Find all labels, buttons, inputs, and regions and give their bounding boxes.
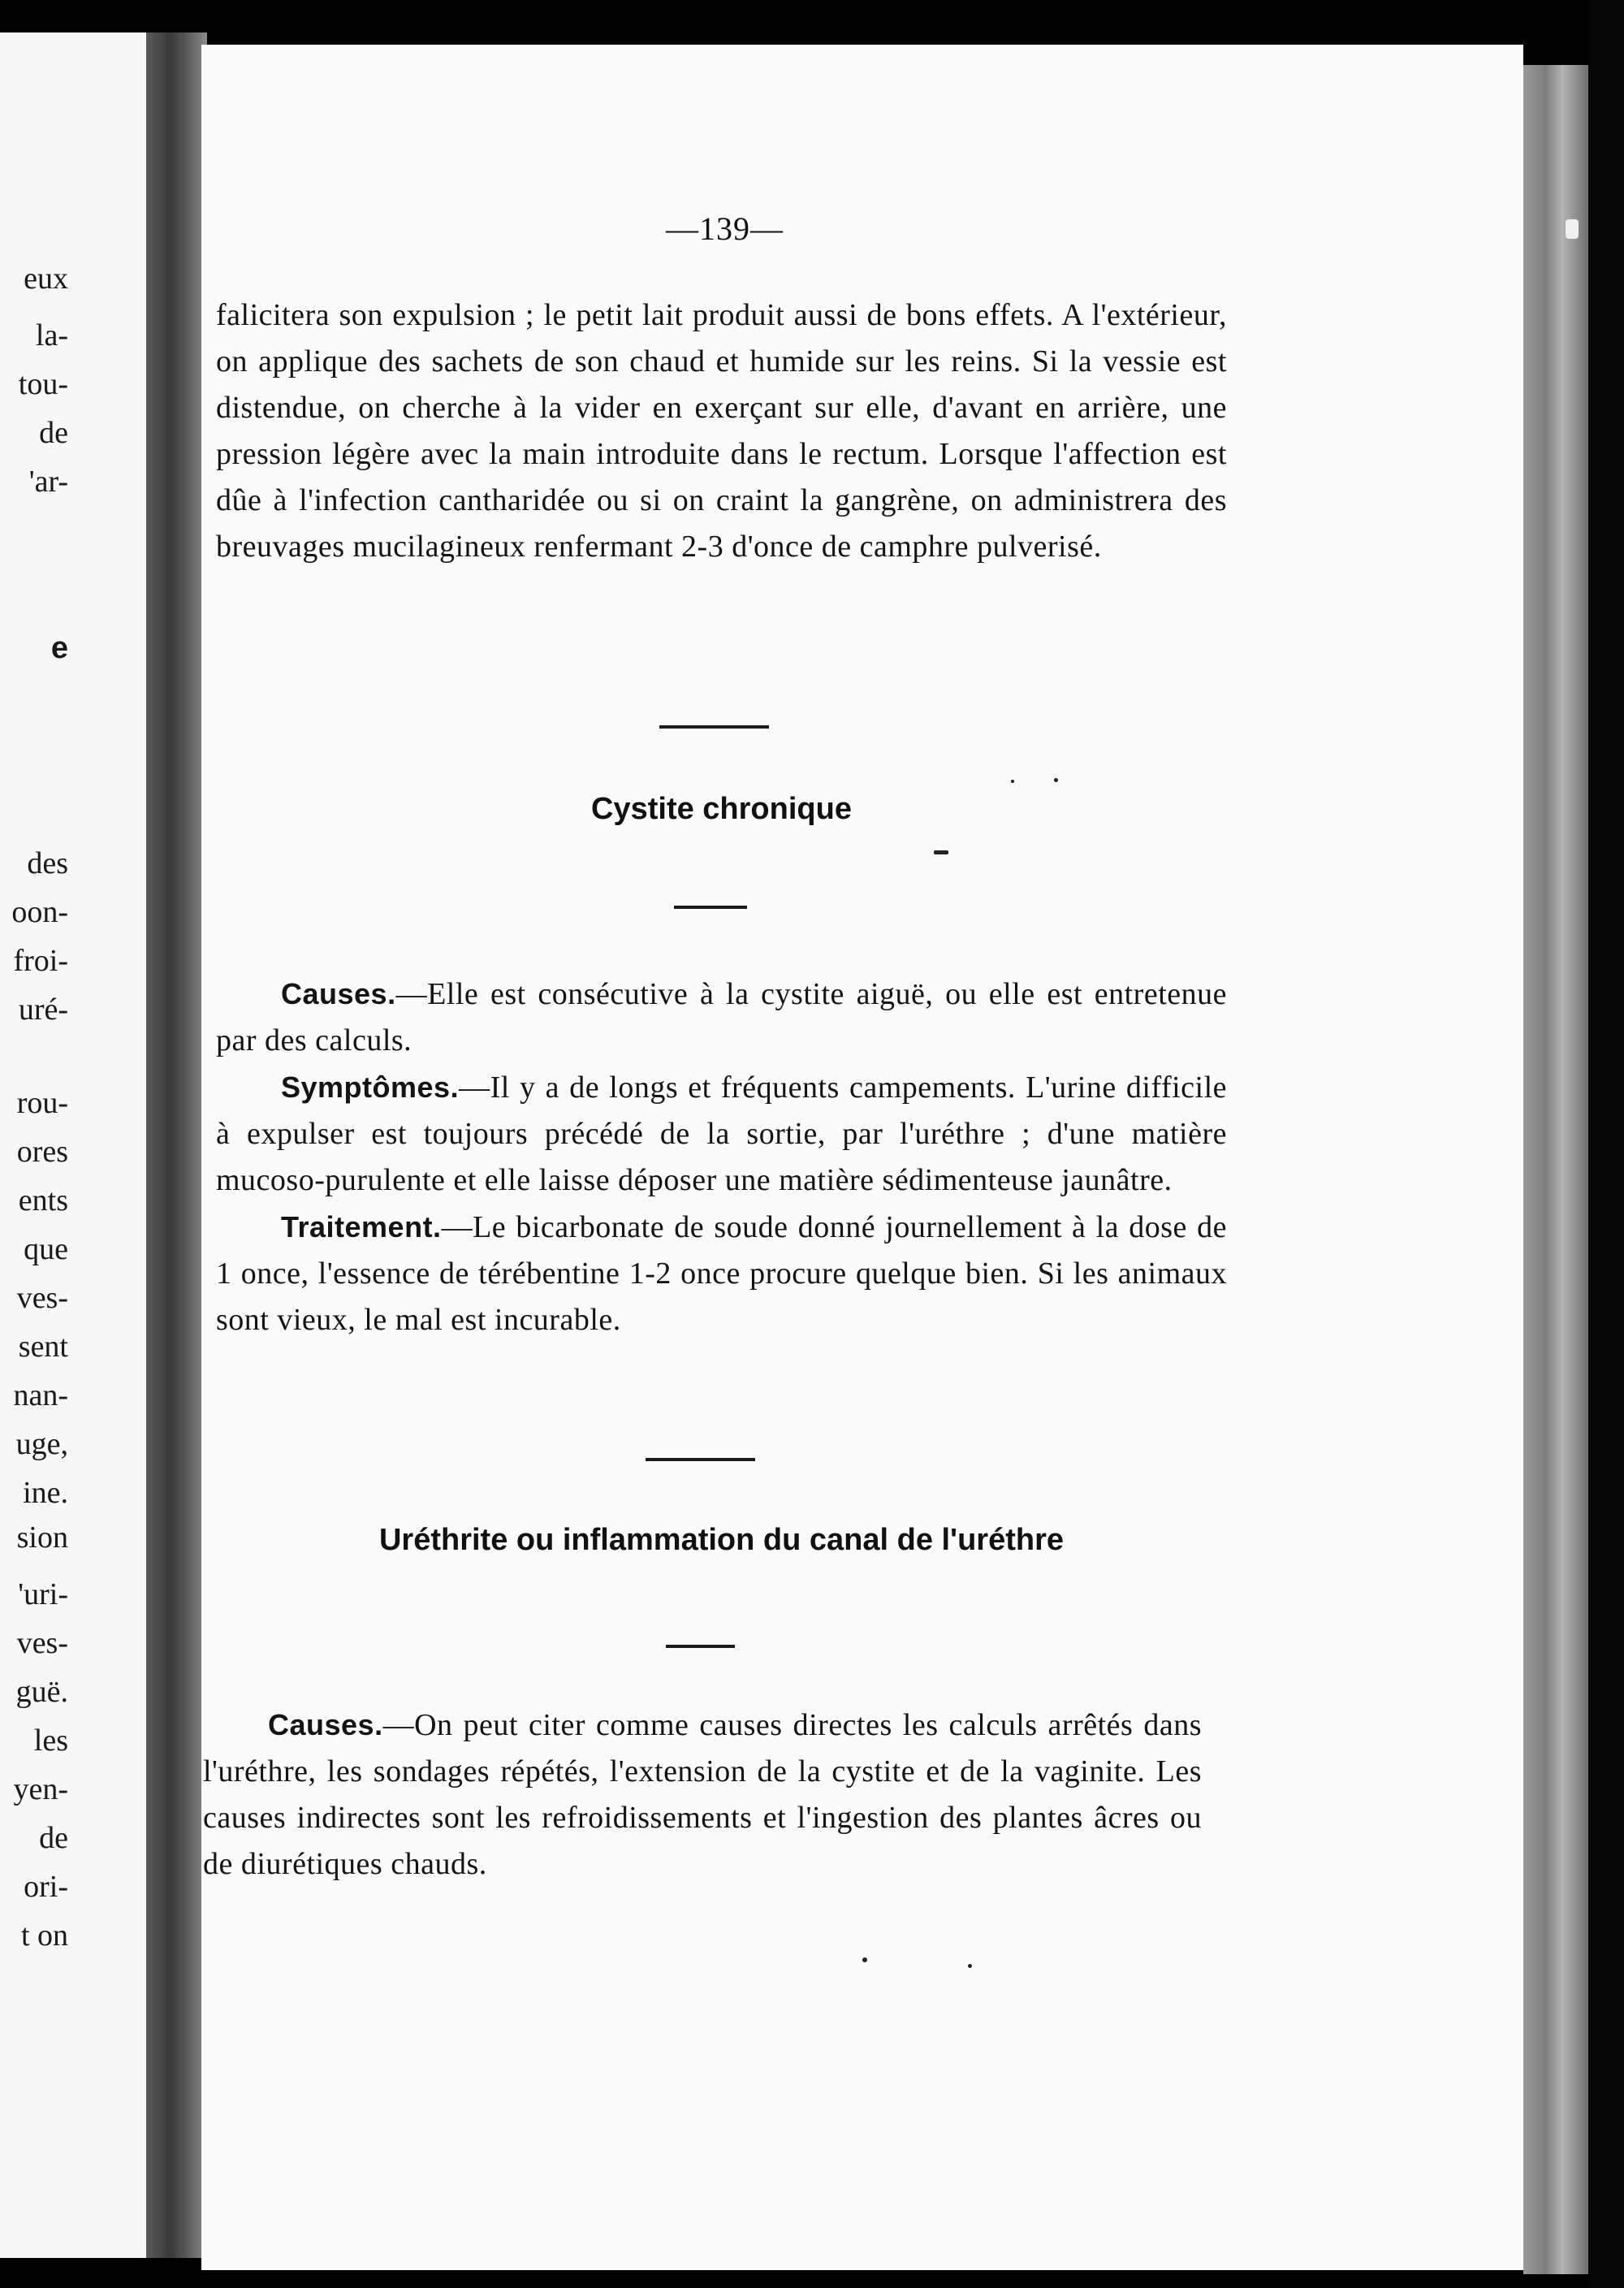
- left-page-fragment: oon-: [11, 895, 68, 929]
- left-page-fragment: des: [27, 846, 68, 880]
- left-page-fragment: ents: [18, 1183, 68, 1218]
- left-page-fragment: yen-: [13, 1772, 68, 1806]
- scan-artifact: [1566, 219, 1579, 239]
- page-number: —139—: [666, 210, 784, 247]
- left-page-fragment: de: [39, 1821, 68, 1855]
- left-page-fragment: eux: [24, 262, 68, 296]
- left-page-fragment: les: [33, 1724, 68, 1758]
- scan-background: [1588, 0, 1624, 2288]
- left-page-fragment: la-: [35, 318, 68, 352]
- left-page-fragment: rou-: [16, 1086, 68, 1120]
- treatment-label: Traitement.: [281, 1210, 442, 1243]
- page-gutter-shadow: [146, 32, 207, 2258]
- left-page-fragment: uré-: [18, 993, 68, 1027]
- urethrite-causes-text: —On peut citer comme causes directes les calculs arrêtés dans l'uréthre, les sondages répétés, l'extension de la cystite et de la vaginite. Les causes indirectes sont les refroidissements et l'ingestion des plantes âcres ou de diurétiques chauds.: [203, 1708, 1202, 1881]
- left-page-fragment: tou-: [18, 367, 68, 401]
- symptoms-label: Symptômes.: [281, 1070, 460, 1104]
- section-divider-middle: [646, 1458, 755, 1461]
- left-page-fragment: ores: [16, 1135, 68, 1169]
- intro-text-block: [216, 292, 1227, 570]
- title-underline-urethrite: [666, 1645, 735, 1648]
- left-page-fragment: 'uri-: [18, 1577, 68, 1611]
- left-page-fragment: ves-: [16, 1281, 68, 1315]
- dust-speck: [1054, 778, 1058, 782]
- urethrite-causes-label: Causes.: [268, 1708, 383, 1741]
- left-page-fragment: de: [39, 416, 68, 450]
- treatment-paragraph: [216, 1204, 1227, 1343]
- symptoms-paragraph: [216, 1064, 1227, 1204]
- left-page-fragment: uge,: [15, 1427, 68, 1461]
- treatment-text: —Le bicarbonate de soude donné journellement à la dose de 1 once, l'essence de térébentine 1-2 once procure quelque bien. Si les animaux sont vieux, le mal est incurable.: [216, 1210, 1227, 1337]
- title-underline-cystite: [674, 906, 747, 909]
- left-page-fragment: 'ar-: [28, 465, 68, 499]
- causes-text: —Elle est consécutive à la cystite aiguë, ou elle est entretenue par des calculs.: [216, 977, 1227, 1057]
- section-title-urethrite: Uréthrite ou inflammation du canal de l'uréthre: [378, 1523, 1065, 1557]
- left-page-edge: [0, 32, 146, 2258]
- left-page-fragment: ori-: [24, 1870, 68, 1904]
- causes-label: Causes.: [281, 977, 396, 1010]
- right-page-edge: [1523, 65, 1588, 2274]
- left-page-fragment: guë.: [15, 1675, 68, 1709]
- cystite-text-block: [216, 971, 1227, 1343]
- section-title-cystite: Cystite chronique: [591, 792, 852, 826]
- urethrite-text-block: [203, 1702, 1202, 1888]
- left-page-fragment: sion: [16, 1520, 68, 1555]
- left-page-fragment: e: [50, 631, 68, 665]
- dust-speck: [968, 1964, 972, 1968]
- dust-speck: [862, 1957, 867, 1962]
- urethrite-causes-paragraph: [203, 1702, 1202, 1888]
- dust-speck: [1011, 780, 1014, 783]
- section-divider-top: [659, 725, 769, 729]
- left-page-fragment: ine.: [23, 1476, 68, 1510]
- left-page-fragment: nan-: [13, 1378, 68, 1412]
- left-page-fragment: sent: [18, 1330, 68, 1364]
- left-page-fragment: que: [24, 1232, 68, 1266]
- left-page-fragment: t on: [20, 1918, 68, 1953]
- left-page-fragment: froi-: [13, 944, 68, 978]
- dust-mark: [934, 850, 948, 854]
- symptoms-text: —Il y a de longs et fréquents campements. L'urine difficile à expulser est toujours précédé de la sortie, par l'uréthre ; d'une matière mucoso-purulente et elle laisse déposer une matière sédimenteuse jaunâtre.: [216, 1070, 1227, 1197]
- left-page-fragment: ves-: [16, 1626, 68, 1660]
- causes-paragraph: [216, 971, 1227, 1064]
- intro-paragraph: falicitera son expulsion ; le petit lait produit aussi de bons effets. A l'extérieur, on applique des sachets de son chaud et humide sur les reins. Si la vessie est distendue, on cherche à la vider en exerçant sur elle, d'avant en arrière, une pression légère avec la main introduite dans le rectum. Lorsque l'affection est dûe à l'infection cantharidée ou si on craint la gangrène, on administrera des breuvages mucilagineux renfermant 2-3 d'once de camphre pulverisé.: [216, 298, 1227, 564]
